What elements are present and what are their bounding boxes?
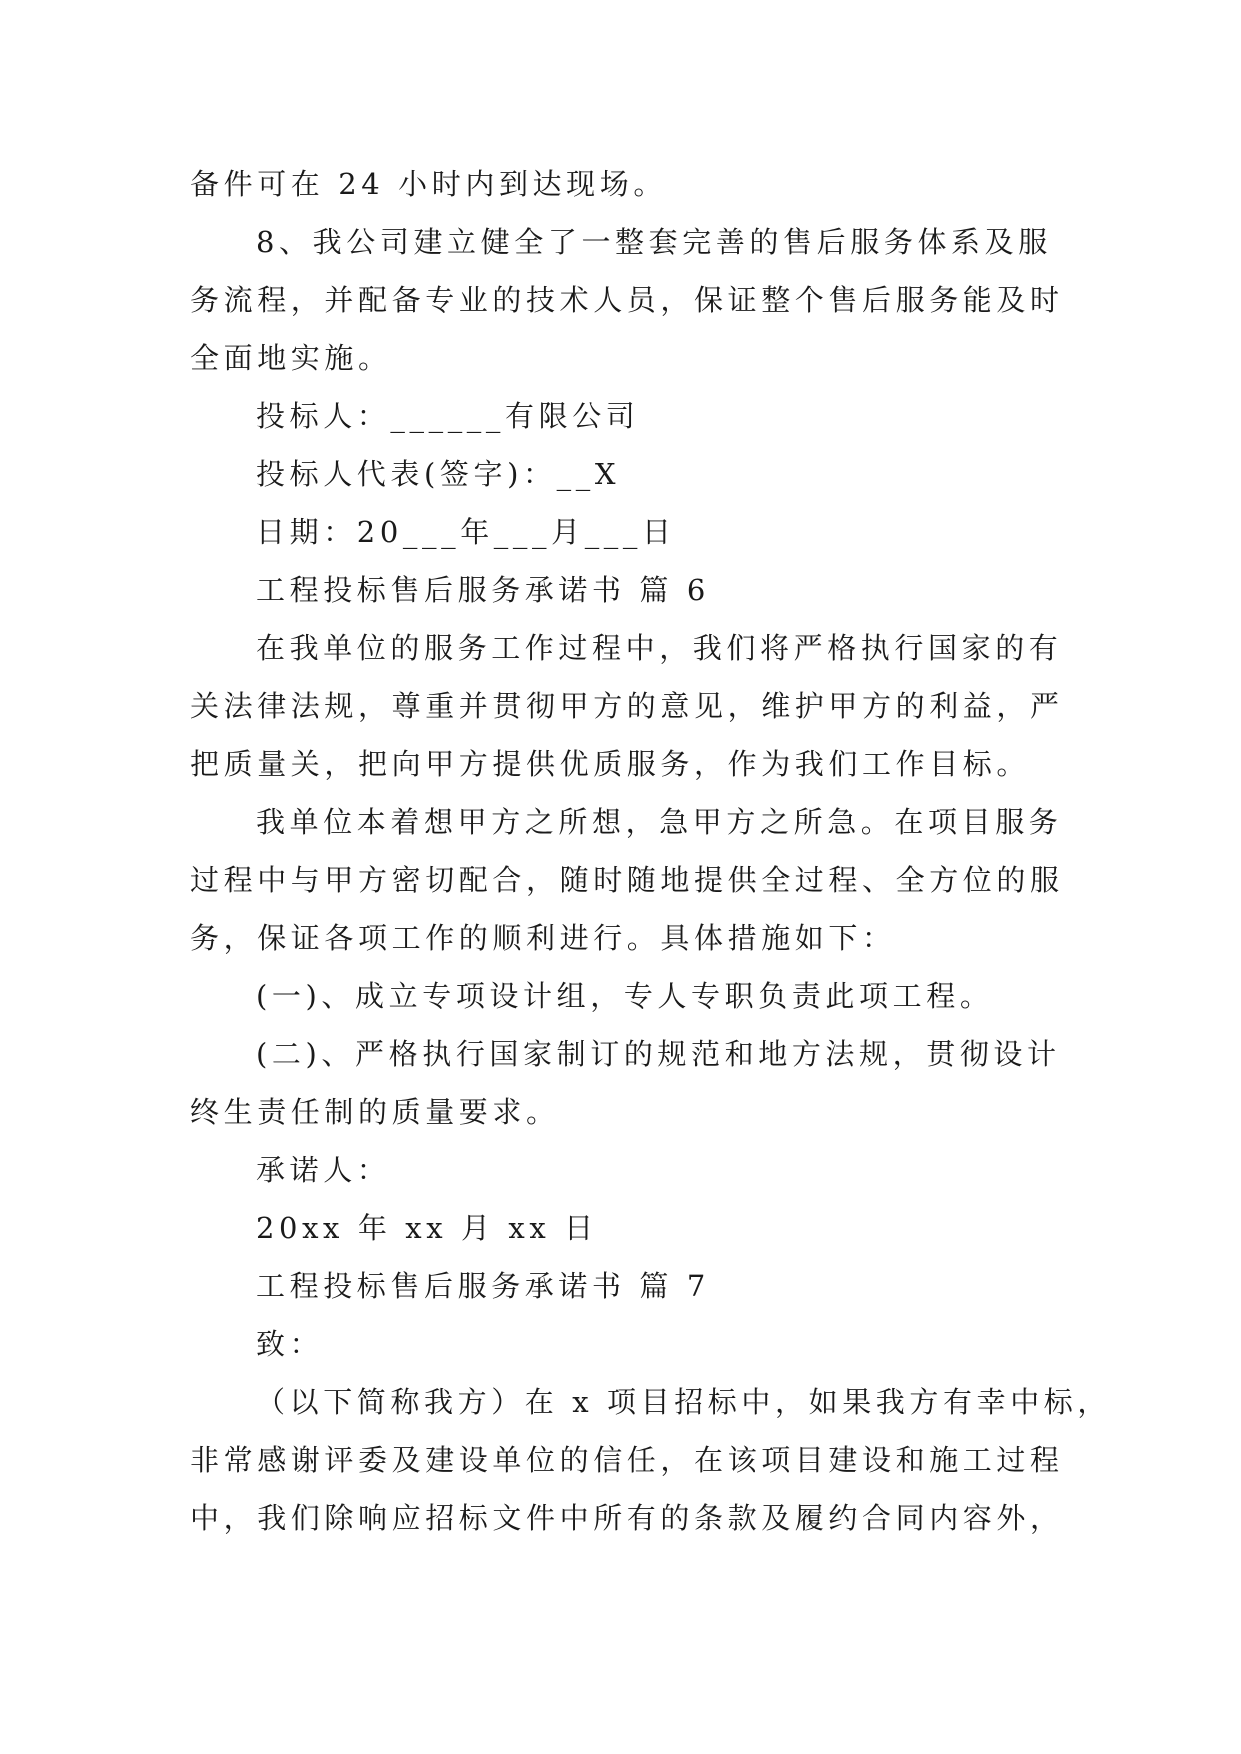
text-line: 终生责任制的质量要求。: [190, 1095, 560, 1129]
salutation-line: 致：: [256, 1327, 324, 1361]
text-line: 我单位本着想甲方之所想，急甲方之所急。在项目服务: [256, 805, 1063, 839]
text-line: 务流程，并配备专业的技术人员，保证整个售后服务能及时: [190, 283, 1064, 317]
text-line: 关法律法规，尊重并贯彻甲方的意见，维护甲方的利益，严: [190, 689, 1064, 723]
text-line: 8、我公司建立健全了一整套完善的售后服务体系及服: [256, 225, 1052, 259]
bidder-line: 投标人：______有限公司: [256, 399, 640, 433]
promisor-line: 承诺人：: [256, 1153, 391, 1187]
section-heading: 工程投标售后服务承诺书 篇 7: [256, 1269, 710, 1303]
bidder-representative-line: 投标人代表(签字)：__X: [256, 457, 621, 491]
list-item: (一)、成立专项设计组，专人专职负责此项工程。: [256, 979, 994, 1013]
text-line: 全面地实施。: [190, 341, 392, 375]
section-heading: 工程投标售后服务承诺书 篇 6: [256, 573, 710, 607]
text-line: 在我单位的服务工作过程中，我们将严格执行国家的有: [256, 631, 1063, 665]
text-line: 非常感谢评委及建设单位的信任，在该项目建设和施工过程: [190, 1443, 1064, 1477]
text-line: 务，保证各项工作的顺利进行。具体措施如下：: [190, 921, 896, 955]
text-line: 过程中与甲方密切配合，随时随地提供全过程、全方位的服: [190, 863, 1064, 897]
date-line: 日期：20___年___月___日: [256, 515, 676, 549]
text-line: 备件可在 24 小时内到达现场。: [190, 167, 667, 201]
text-line: 把质量关，把向甲方提供优质服务，作为我们工作目标。: [190, 747, 1031, 781]
list-item: (二)、严格执行国家制订的规范和地方法规，贯彻设计: [256, 1037, 1061, 1071]
date-line: 20xx 年 xx 月 xx 日: [256, 1211, 598, 1245]
text-line: （以下简称我方）在 x 项目招标中，如果我方有幸中标，: [256, 1385, 1111, 1419]
text-line: 中，我们除响应招标文件中所有的条款及履约合同内容外，: [190, 1501, 1064, 1535]
document-body: [190, 155, 1111, 1547]
